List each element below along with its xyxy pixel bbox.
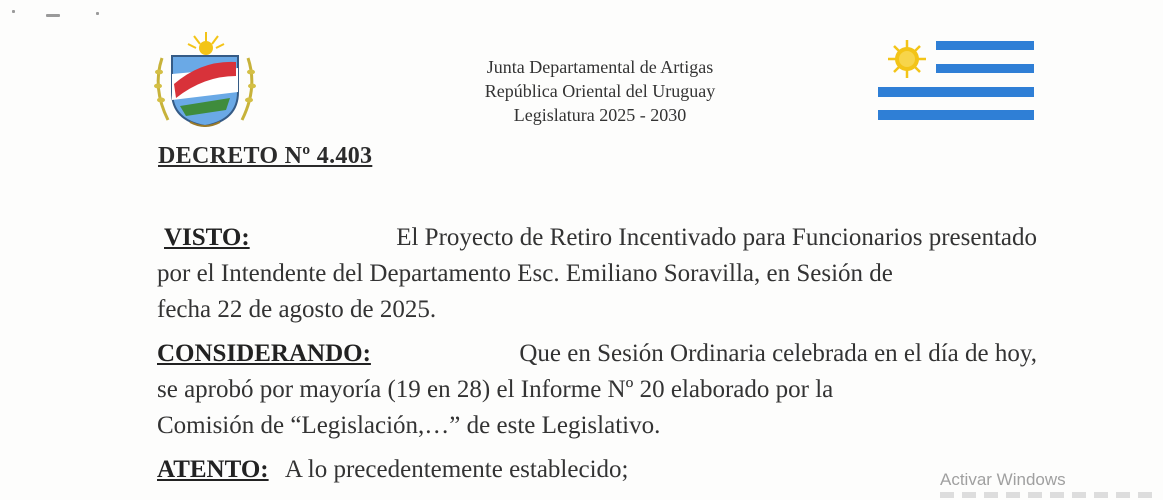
watermark-subtext [940, 492, 1160, 498]
header-line-1: Junta Departamental de Artigas [486, 57, 714, 77]
visto-text-1: El Proyecto de Retiro Incentivado para Funcionarios presentado [396, 224, 1037, 251]
visto-section [157, 220, 1037, 328]
visto-line-2 [157, 256, 1037, 292]
decree-title: DECRETO Nº 4.403 [158, 143, 373, 169]
atento-section [157, 452, 1037, 488]
considerando-line-3: Comisión de “Legislación,…” de este Legislativo. [157, 412, 661, 439]
scan-speck [12, 10, 15, 13]
atento-text: A lo precedentemente establecido; [284, 456, 629, 483]
scan-speck [96, 12, 99, 15]
considerando-text-2: se aprobó por mayoría (19 en 28) el Informe Nº 20 elaborado por la [157, 376, 834, 403]
visto-text-2: por el Intendente del Departamento Esc. Emiliano Soravilla, en Sesión de [157, 260, 893, 287]
visto-line-1 [157, 220, 1037, 256]
visto-line-3: fecha 22 de agosto de 2025. [157, 296, 437, 323]
atento-line [157, 452, 1037, 488]
considerando-line-1 [157, 336, 1037, 372]
windows-activation-watermark: Activar Windows [940, 470, 1066, 489]
considerando-text-1: Que en Sesión Ordinaria celebrada en el día de hoy, [519, 340, 1037, 367]
uruguay-flag-icon [876, 36, 1036, 126]
header-line-3: Legislatura 2025 - 2030 [513, 105, 687, 125]
coat-of-arms-icon [150, 28, 260, 132]
header-line-2: República Oriental del Uruguay [484, 81, 716, 101]
scan-speck [46, 14, 60, 17]
atento-label: ATENTO: [157, 456, 269, 483]
considerando-section [157, 336, 1037, 444]
institution-header [420, 55, 780, 127]
visto-label: VISTO: [164, 224, 250, 251]
considerando-line-2 [157, 372, 1037, 408]
considerando-label: CONSIDERANDO: [157, 340, 371, 367]
